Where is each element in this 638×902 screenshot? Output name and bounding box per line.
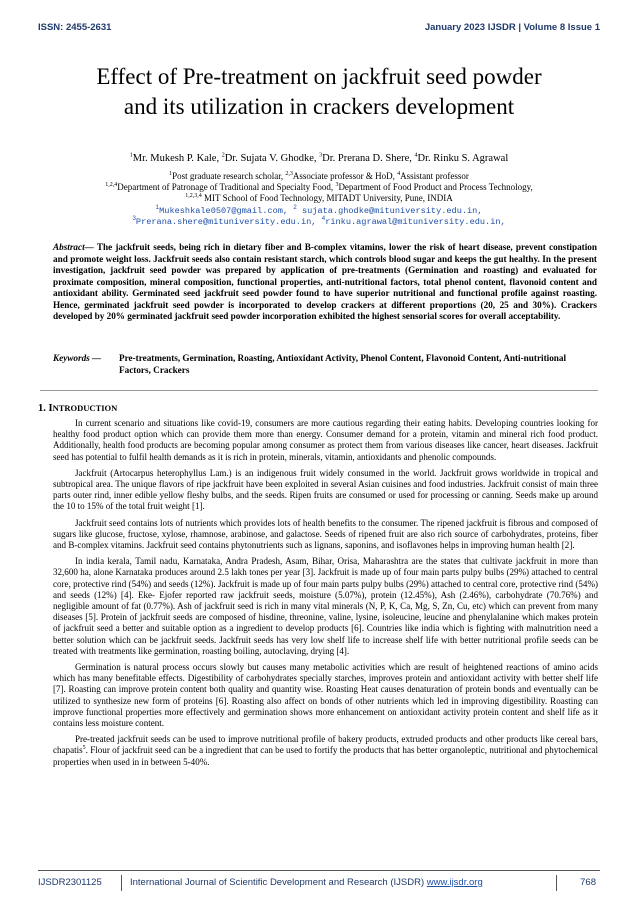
author-3: Dr. Prerana D. Shere, <box>322 153 415 164</box>
affiliation-line-2: $^{1,2,4}$Department of Patronage of Traditional and Specialty Food, $^3$Department of Food Product and Process Technology, <box>105 182 533 192</box>
title-line-2: and its utilization in crackers development <box>123 94 515 119</box>
paragraph-1: In current scenario and situations like covid-19, consumers are more cautious regarding their eating habits. Developing countries looking for healthy food product option which can provide them more than energy. Consumer demand for a protein, vitamin and mineral rich food product. Additionally, health food products are becoming popular among consumer as protect them from various diseases like cancer, heart diseases. Jackfruit seed has potential to fulfil health demands as it is rich in protein, minerals, vitamin, antioxidants and phenolic compounds. <box>53 418 598 462</box>
email-link-1[interactable]: Mukeshkale0507@gmail.com, <box>159 206 294 216</box>
paper-title <box>50 62 588 122</box>
footer-divider <box>38 870 600 871</box>
email-link-4[interactable]: rinku.agrawal@mituniversity.edu.in, <box>325 217 506 227</box>
author-list: $^1$Mr. Mukesh P. Kale, $^2$Dr. Sujata V. Ghodke, $^3$Dr. Prerana D. Shere, $^4$Dr. Rinku S. Agrawal <box>129 152 509 164</box>
affiliations <box>20 171 618 204</box>
journal-name: International Journal of Scientific Development and Research (IJSDR) www.ijsdr.org <box>130 877 483 888</box>
keywords-label: Keywords — <box>53 353 102 363</box>
paper-id: IJSDR2301125 <box>38 877 102 888</box>
abstract <box>53 242 597 323</box>
email-line-1: $^1$Mukeshkale0507@gmail.com, $^2$ sujata.ghodke@mituniversity.edu.in, <box>155 204 483 216</box>
keywords <box>53 352 597 376</box>
paragraph-5: Germination is natural process occurs slowly but causes many metabolic activities which are result of heightened reactions of amino acids which has many benefitable effects. Digestibility of carbohydrates specially starches, improves protein and antioxidant activity with better shelf life [7]. Roasting can improve protein content both quality and quantity wise. Roasting Heat causes denaturation of protein bonds and eventually can be utilized to synthesize new form of proteins [6]. Roasting also affect on bonds of other nutrients which led in improving digestibility. Roasting can improve functional properties more effectively and germination shows more enhancement on antioxidant activity protein content and shelf life as it contains less moisture content. <box>53 662 598 729</box>
footer-separator-2 <box>556 875 557 891</box>
abstract-label: Abstract— <box>53 242 94 252</box>
paragraph-4: In india kerala, Tamil nadu, Karnataka, Andra Pradesh, Asam, Bihar, Orisa, Maharashtra are the states that cultivate jackfruit in more than 32,600 ha, alone Karnataka produces around 2.5 lakh tones per year [3]. Jackfruit is made up of four main parts pulpy bulbs (29%) attached to central core, protective rind (54%) and seeds (12%). Jackfruit is made up of four main parts pulpy bulbs (29%) attached to central core, protective rind (54%) and seeds (12%) [4]. Eke- Ejofer reported raw jackfruit seeds, moisture (5.07%), protein (12.45%), Ash (2.46%), carbohydrate (70.76%) and negligible amount of fat (0.77%). Ash of jackfruit seed is rich in many vital minerals (N, P, K, Ca, Mg, S, Zn, Cu, etc) which can prevent from many diseases [5]. Protein of jackfruit seeds are composed of hisdine, threonine, valine, lysine, isoleucine, leucine and phenylalanine which makes protein of jackfruit seed a better and suitable option as a ingredient to develop products [6]. Countries like india which is fighting with malnutrition need a better solution which can be jackfruit seeds. Jackfruit seeds has very low shelf life to increase shelf life with better nutritional profile seeds can be treated with treatments like germination, roasting boiling, autoclaving, drying [4]. <box>53 556 598 656</box>
paragraph-2: Jackfruit (Artocarpus heterophyllus Lam.) is an indigenous fruit widely consumed in the world. Jackfruit grows worldwide in tropical and subtropical area. The unique flavors of ripe jackfruit have been exploited in several Asian cuisines and food industries. Jackfruit consist of main three parts outer rind, inner edible yellow fleshy bulbs, and the seeds. Ripen fruits are consumed or used for processing or canning. Seeds make up around the 10 to 15% of the total fruit weight [1]. <box>53 467 598 512</box>
affiliation-line-3: $^{1,2,3,4}$ MIT School of Food Technology, MITADT University, Pune, INDIA <box>185 193 453 203</box>
affiliation-line-1: $^1$Post graduate research scholar, $^{2,3}$Associate professor & HoD, $^4$Assistant professor <box>169 171 469 181</box>
page-number: 768 <box>580 877 596 888</box>
email-list <box>20 206 618 228</box>
body-text <box>53 418 598 773</box>
author-4: Dr. Rinku S. Agrawal <box>417 153 509 164</box>
paragraph-6: Pre-treated jackfruit seeds can be used to improve nutritional profile of bakery products, extruded products and other products like cereal bars, chapatis$^5$. Flour of jackfruit seed can be a ingredient that can be used to fortify the products that has better organoleptic, nutritional and phytochemical properties when used in in between 5-40%. <box>53 734 598 767</box>
issue-header: January 2023 IJSDR | Volume 8 Issue 1 <box>424 22 600 33</box>
paragraph-3: Jackfruit seed contains lots of nutrients which provides lots of health benefits to the consumer. The ripened jackfruit is fibrous and composed of sugars like glucose, fructose, xylose, rhamnose, arabinose, and galactose. Seeds of ripened fruit are also rich source of carbohydrates, proteins, fiber and B-complex vitamins. Jackfruit seed contains phytonutrients such as lignans, saponins, and isoflavones helps in improving human health [2]. <box>53 517 598 551</box>
title-line-1: Effect of Pre-treatment on jackfruit seed powder <box>96 64 542 89</box>
author-1: Mr. Mukesh P. Kale, <box>132 153 222 164</box>
email-link-2[interactable]: sujata.ghodke@mituniversity.edu.in, <box>296 206 483 216</box>
page-footer <box>38 877 600 891</box>
issn-header: ISSN: 2455-2631 <box>38 22 112 33</box>
abstract-text: The jackfruit seeds, being rich in dietary fiber and B-complex vitamins, lower the risk of heart disease, prevent constipation and promote weight loss. Jackfruit seeds also contain resistant starch, which controls blood sugar and keeps the gut healthy. In the present investigation, jackfruit seed powder was prepared by application of pre-treatments (Germination and roasting) and evaluated for proximate composition, mineral composition, functional properties, anti-nutritional factors, total phenol content, flavonoid content and antioxidant ability. Germinated seed jackfruit seed powder found to have superior nutritional and functional profile against roasting. Hence, germinated jackfruit seed powder is incorporated to develop crackers at different proportions (20, 25 and 30%). Crackers developed by 20% germinated jackfruit seed powder incorporation exhibited the highest sensorial scores for overall acceptability. <box>53 242 597 321</box>
author-2: Dr. Sujata V. Ghodke, <box>224 153 320 164</box>
email-link-3[interactable]: Prerana.shere@mituniversity.edu.in, <box>135 217 322 227</box>
footer-separator <box>121 875 122 891</box>
journal-url-link[interactable]: www.ijsdr.org <box>426 877 483 888</box>
section-divider <box>40 390 598 391</box>
email-line-2: $^3$Prerana.shere@mituniversity.edu.in, $^4$rinku.agrawal@mituniversity.edu.in, <box>132 215 506 227</box>
keywords-text: Pre-treatments, Germination, Roasting, Antioxidant Activity, Phenol Content, Flavonoid Content, Anti-nutritional Factors, Crackers <box>119 353 567 375</box>
section-heading: 1. INTRODUCTION <box>38 403 118 414</box>
